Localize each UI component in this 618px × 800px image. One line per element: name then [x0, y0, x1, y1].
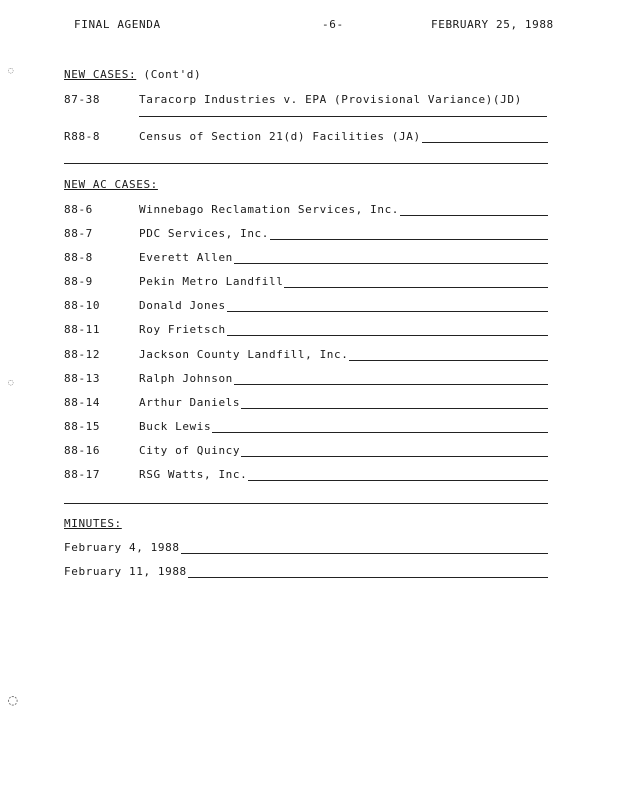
ac-case-fill-line [400, 206, 548, 216]
ac-case-number: 88-6 [64, 203, 93, 216]
ac-case-fill-line [241, 399, 548, 409]
ac-case-fill-line [241, 447, 548, 457]
ac-case-number: 88-13 [64, 372, 101, 385]
ac-case-number: 88-7 [64, 227, 93, 240]
header-date: FEBRUARY 25, 1988 [431, 18, 554, 31]
ac-case-title: Arthur Daniels [139, 396, 241, 409]
ac-case-number: 88-15 [64, 420, 101, 433]
ac-case-title: Buck Lewis [139, 420, 212, 433]
ac-case-fill-line [349, 351, 548, 361]
minutes-fill-line [188, 568, 548, 578]
header-agenda-title: FINAL AGENDA [74, 18, 161, 31]
ac-case-title: Jackson County Landfill, Inc. [139, 348, 349, 361]
ac-case-number: 88-10 [64, 299, 101, 312]
section-divider [64, 163, 548, 164]
ac-case-row [64, 348, 548, 361]
ac-case-number: 88-14 [64, 396, 101, 409]
minutes-row [64, 565, 548, 578]
new-ac-cases-heading: NEW AC CASES: [64, 178, 158, 191]
ac-case-title: RSG Watts, Inc. [139, 468, 248, 481]
case-title: Census of Section 21(d) Facilities (JA) [139, 130, 421, 143]
minutes-fill-line [181, 544, 548, 554]
ac-case-fill-line [227, 326, 548, 336]
ac-case-row [64, 323, 548, 336]
ac-case-title: Pekin Metro Landfill [139, 275, 284, 288]
ac-case-title: Ralph Johnson [139, 372, 233, 385]
ac-case-title: Roy Frietsch [139, 323, 226, 336]
new-cases-contd: (Cont'd) [143, 68, 202, 81]
punch-hole-mark: ◌ [8, 690, 19, 709]
ac-case-number: 88-16 [64, 444, 101, 457]
ac-case-number: 88-11 [64, 323, 101, 336]
ac-case-title: Everett Allen [139, 251, 233, 264]
minutes-date: February 4, 1988 [64, 541, 180, 554]
ac-case-title: City of Quincy [139, 444, 241, 457]
ac-case-row [64, 251, 548, 264]
ac-case-row [64, 203, 548, 216]
minutes-heading: MINUTES: [64, 517, 122, 530]
ac-case-row [64, 396, 548, 409]
punch-hole-mark: ◌ [8, 378, 15, 388]
case-row [64, 130, 548, 143]
header-page-number: -6- [322, 18, 344, 31]
ac-case-number: 88-17 [64, 468, 101, 481]
minutes-date: February 11, 1988 [64, 565, 187, 578]
ac-case-row [64, 299, 548, 312]
ac-case-fill-line [234, 254, 548, 264]
case-fill-line [422, 133, 548, 143]
ac-case-title: Winnebago Reclamation Services, Inc. [139, 203, 400, 216]
ac-case-number: 88-12 [64, 348, 101, 361]
ac-case-title: PDC Services, Inc. [139, 227, 270, 240]
ac-case-number: 88-9 [64, 275, 93, 288]
ac-case-row [64, 275, 548, 288]
ac-case-row [64, 372, 548, 385]
case-number: 87-38 [64, 93, 101, 106]
case-underline [139, 116, 547, 117]
ac-case-row [64, 227, 548, 240]
ac-case-row [64, 468, 548, 481]
ac-case-row [64, 444, 548, 457]
ac-case-fill-line [284, 278, 548, 288]
section-divider [64, 503, 548, 504]
case-number: R88-8 [64, 130, 101, 143]
ac-case-fill-line [227, 302, 548, 312]
minutes-row [64, 541, 548, 554]
ac-case-fill-line [212, 423, 548, 433]
ac-case-number: 88-8 [64, 251, 93, 264]
new-cases-heading-line [64, 68, 201, 81]
new-cases-heading: NEW CASES: [64, 68, 137, 81]
punch-hole-mark: ◌ [8, 66, 15, 76]
ac-case-row [64, 420, 548, 433]
ac-case-fill-line [234, 375, 548, 385]
ac-case-fill-line [270, 230, 548, 240]
ac-case-fill-line [248, 471, 548, 481]
ac-case-title: Donald Jones [139, 299, 226, 312]
case-title: Taracorp Industries v. EPA (Provisional Variance)(JD) [139, 93, 522, 106]
